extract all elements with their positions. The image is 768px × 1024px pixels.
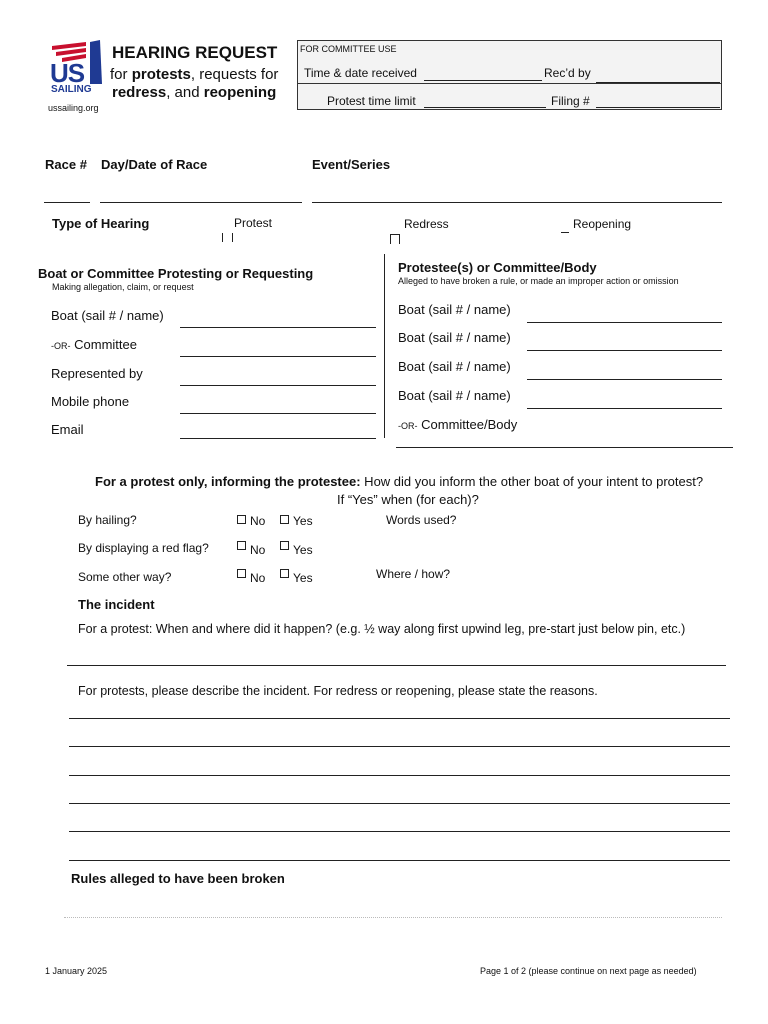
hailing-yes-label: Yes — [293, 514, 313, 528]
represented-by-label: Represented by — [51, 366, 143, 381]
incident-description-line-6[interactable] — [69, 860, 730, 861]
protesting-committee-field[interactable] — [180, 356, 376, 357]
red-flag-label: By displaying a red flag? — [78, 541, 209, 555]
incident-where-field[interactable] — [67, 665, 726, 666]
committee-body-text: Committee/Body — [421, 417, 518, 432]
email-field[interactable] — [180, 438, 376, 439]
hailing-no-label: No — [250, 514, 266, 528]
if-yes-label: If “Yes” when (for each)? — [337, 492, 479, 507]
time-date-received-label: Time & date received — [304, 66, 417, 80]
subtitle-for: for — [110, 66, 132, 83]
subtitle-requests: , requests for — [190, 66, 279, 83]
protest-time-limit-field[interactable] — [424, 107, 546, 108]
redress-option-label: Redress — [404, 217, 449, 231]
protestee-boat-1-label: Boat (sail # / name) — [398, 302, 511, 317]
informing-heading-line — [95, 474, 703, 489]
subtitle-reopening: reopening — [203, 84, 277, 101]
protestee-committee-field[interactable] — [396, 447, 733, 448]
protestee-boat-4-field[interactable] — [527, 408, 722, 409]
represented-by-field[interactable] — [180, 385, 376, 386]
day-date-field[interactable] — [100, 202, 302, 203]
protesting-subheading: Making allegation, claim, or request — [52, 282, 194, 292]
footer-date: 1 January 2025 — [45, 966, 108, 976]
other-way-yes-label: Yes — [293, 571, 313, 585]
protesting-committee-label — [51, 337, 137, 352]
day-date-label: Day/Date of Race — [101, 157, 208, 172]
protesting-heading: Boat or Committee Protesting or Requesting — [38, 266, 314, 281]
by-hailing-label: By hailing? — [78, 513, 137, 527]
form-title: HEARING REQUEST — [112, 43, 278, 62]
protestee-committee-label — [398, 417, 517, 432]
type-of-hearing-label: Type of Hearing — [52, 216, 150, 231]
column-divider — [384, 254, 385, 438]
protest-time-limit-label: Protest time limit — [327, 94, 416, 108]
incident-description-line-1[interactable] — [69, 718, 730, 719]
form-subtitle-line1 — [110, 66, 278, 83]
protest-option-label: Protest — [234, 216, 273, 230]
incident-heading: The incident — [78, 597, 155, 612]
incident-where-when: For a protest: When and where did it happen? (e.g. ½ way along first upwind leg, pre-start just below pin, etc.) — [78, 622, 686, 636]
race-no-label: Race # — [45, 157, 87, 172]
protestee-boat-3-label: Boat (sail # / name) — [398, 359, 511, 374]
incident-description-line-5[interactable] — [69, 831, 730, 832]
red-flag-no-label: No — [250, 543, 266, 557]
footer-page: Page 1 of 2 (please continue on next page as needed) — [480, 966, 697, 976]
subtitle-redress: redress — [112, 84, 167, 101]
protestee-boat-1-field[interactable] — [527, 322, 722, 323]
incident-description-line-3[interactable] — [69, 775, 730, 776]
protestee-heading: Protestee(s) or Committee/Body — [398, 260, 597, 275]
mobile-phone-field[interactable] — [180, 413, 376, 414]
red-flag-no-checkbox[interactable] — [237, 541, 246, 550]
red-flag-yes-checkbox[interactable] — [280, 541, 289, 550]
recd-by-field[interactable] — [596, 82, 720, 83]
redress-checkbox[interactable] — [390, 234, 400, 244]
logo-us-text: US — [50, 58, 85, 88]
subtitle-protests: protests — [131, 66, 191, 83]
protesting-boat-label: Boat (sail # / name) — [51, 308, 164, 323]
protesting-boat-field[interactable] — [180, 327, 376, 328]
protestee-boat-2-field[interactable] — [527, 350, 722, 351]
committee-use-heading: FOR COMMITTEE USE — [300, 44, 397, 54]
incident-description-line-4[interactable] — [69, 803, 730, 804]
protestee-subheading: Alleged to have broken a rule, or made an improper action or omission — [398, 276, 679, 286]
or-small-text: -OR- — [398, 421, 418, 431]
or-small-text: -OR- — [51, 341, 71, 351]
protestee-boat-2-label: Boat (sail # / name) — [398, 330, 511, 345]
recd-by-label: Rec’d by — [544, 66, 591, 80]
informing-heading: For a protest only, informing the protestee: — [95, 474, 361, 489]
event-series-label: Event/Series — [312, 157, 391, 172]
incident-description-line-2[interactable] — [69, 746, 730, 747]
other-way-yes-checkbox[interactable] — [280, 569, 289, 578]
informing-question: How did you inform the other boat of your intent to protest? — [360, 474, 704, 489]
event-series-field[interactable] — [312, 202, 722, 203]
filing-no-field[interactable] — [596, 107, 720, 108]
email-label: Email — [51, 422, 84, 437]
incident-describe: For protests, please describe the incident. For redress or reopening, please state the reasons. — [78, 684, 598, 698]
race-no-field[interactable] — [44, 202, 90, 203]
other-way-no-checkbox[interactable] — [237, 569, 246, 578]
hailing-yes-checkbox[interactable] — [280, 515, 289, 524]
logo-sailing-text: SAILING — [51, 84, 92, 95]
protestee-boat-4-label: Boat (sail # / name) — [398, 388, 511, 403]
filing-no-label: Filing # — [551, 94, 590, 108]
website-text: ussailing.org — [48, 103, 99, 113]
form-subtitle-line2 — [112, 84, 276, 101]
hailing-no-checkbox[interactable] — [237, 515, 246, 524]
subtitle-and: , and — [166, 84, 204, 101]
mobile-phone-label: Mobile phone — [51, 394, 130, 409]
committee-text: Committee — [74, 337, 137, 352]
red-flag-yes-label: Yes — [293, 543, 313, 557]
other-way-no-label: No — [250, 571, 266, 585]
protestee-boat-3-field[interactable] — [527, 379, 722, 380]
words-used-label: Words used? — [386, 513, 457, 527]
reopening-checkbox[interactable] — [561, 232, 569, 233]
rules-heading: Rules alleged to have been broken — [71, 871, 285, 886]
other-way-label: Some other way? — [78, 570, 172, 584]
reopening-option-label: Reopening — [573, 217, 632, 231]
time-date-received-field[interactable] — [424, 80, 542, 81]
where-how-label: Where / how? — [376, 567, 451, 581]
rules-dotted-divider — [64, 917, 722, 918]
protest-checkbox[interactable] — [222, 233, 233, 242]
